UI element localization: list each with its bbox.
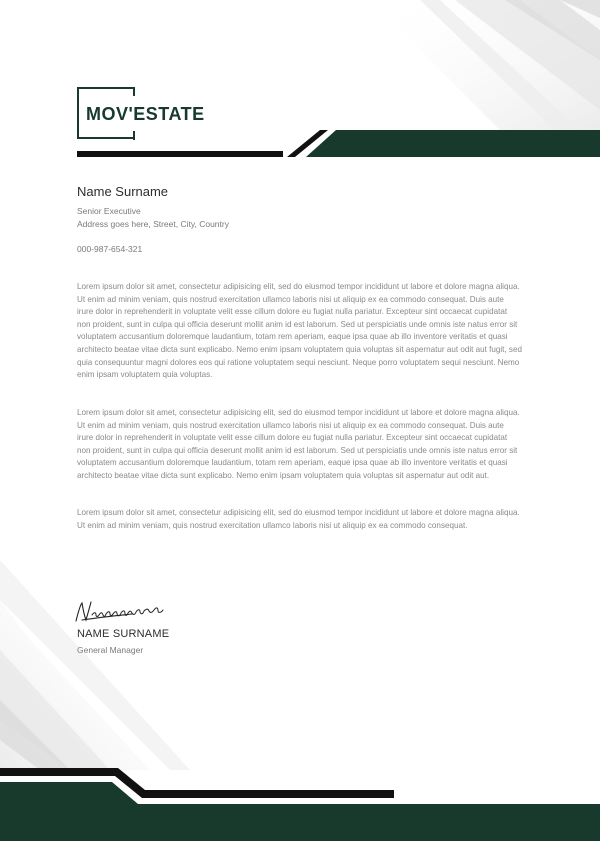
top-right-streaks (370, 0, 600, 130)
sender-name: Name Surname (77, 184, 169, 199)
sender-address: Address goes here, Street, City, Country (77, 219, 229, 229)
body-paragraph-3: Lorem ipsum dolor sit amet, consectetur adipisicing elit, sed do eiusmod tempor incididunt ut labore et dolore magna aliqua. Ut enim ad minim veniam, quis nostrud exercitation ullamco laboris nisi ut aliquip ex ea commodo consequat. (77, 508, 520, 530)
sender-role: Senior Executive (77, 206, 141, 216)
handwritten-signature (72, 599, 202, 629)
sender-phone: 000-987-654-321 (77, 244, 143, 254)
body-paragraph-2: Lorem ipsum dolor sit amet, consectetur adipisicing elit, sed do eiusmod tempor incididunt ut labore et dolore magna aliqua. Ut enim ad minim veniam, quis nostrud exercitation ullamco laboris nisi ut aliquip ex ea commodo consequat. Duis aute irure dolor in reprehenderit in voluptate velit esse cillum dolore eu fugiat nulla pariatur. Excepteur sint occaecat cupidatat non proident, sunt in culpa qui officia deserunt mollit anim id est laborum. Sed ut perspiciatis unde omnis iste natus error sit voluptatem accusantium doloremque laudantium, totam rem aperiam, eaque ipsa quae ab illo inventore veritatis et quasi architecto beatae vitae dicta sunt explicabo. Nemo enim ipsam voluptatem quia voluptas sit aspernatur aut odit aut. (77, 408, 520, 480)
bottom-left-streaks (0, 560, 190, 770)
footer-bars (0, 768, 600, 841)
body-paragraph-1: Lorem ipsum dolor sit amet, consectetur adipisicing elit, sed do eiusmod tempor incididunt ut labore et dolore magna aliqua. Ut enim ad minim veniam, quis nostrud exercitation ullamco laboris nisi ut aliquip ex ea commodo consequat. Duis aute irure dolor in reprehenderit in voluptate velit esse cillum dolore eu fugiat nulla pariatur. Excepteur sint occaecat cupidatat non proident, sunt in culpa qui officia deserunt mollit anim id est laborum. Sed ut perspiciatis unde omnis iste natus error sit voluptatem accusantium doloremque laudantium, totam rem aperiam, eaque ipsa quae ab illo inventore veritatis et quasi architecto beatae vitae dicta sunt explicabo. Nemo enim ipsam voluptatem quia voluptas sit aspernatur aut odit aut fugit, sed quia consequuntur magni dolores eos qui ratione voluptatem sequi nesciunt. Neque porro voluptatem sequi nesciunt. Nemo enim ipsam voluptatem quia voluptas. (77, 282, 522, 380)
header-bars (77, 130, 600, 157)
signatory-name: NAME SURNAME (77, 628, 170, 640)
logo-text: MOV'ESTATE (86, 104, 205, 124)
signatory-title: General Manager (77, 645, 144, 655)
